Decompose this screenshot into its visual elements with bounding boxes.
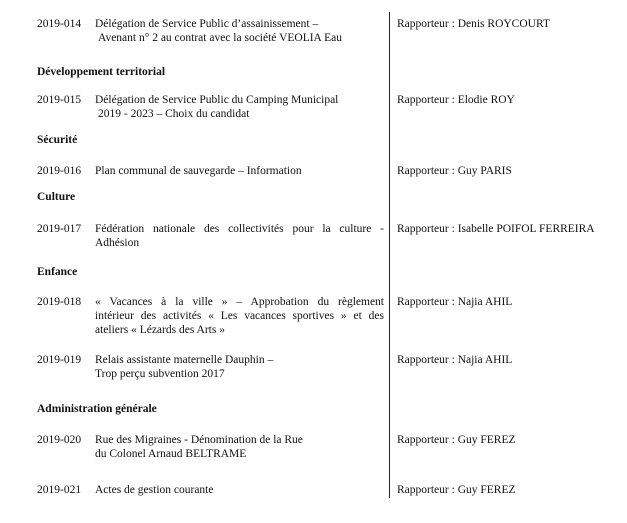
rapporteur-name: Denis ROYCOURT <box>457 18 550 30</box>
item-number: 2019-017 <box>37 223 82 235</box>
item-rapporteur <box>397 222 595 236</box>
item-rapporteur <box>397 17 550 31</box>
item-rapporteur <box>397 93 515 107</box>
agenda-item-2019-014 <box>0 17 627 57</box>
section-heading: Développement territorial <box>37 66 166 78</box>
item-description-line: Délégation de Service Public d’assainissement – <box>95 18 319 30</box>
rapporteur-prefix: Rapporteur : <box>397 296 458 308</box>
rapporteur-name: Elodie ROY <box>457 94 515 106</box>
rapporteur-prefix: Rapporteur : <box>397 94 458 106</box>
item-number: 2019-018 <box>37 296 82 308</box>
item-description-line: Fédération nationale des collectivités pour la culture - <box>95 223 384 235</box>
section-heading: Sécurité <box>37 134 78 146</box>
agenda-item-2019-017 <box>0 222 627 262</box>
item-description-line: Rue des Migraines - Dénomination de la Rue <box>95 434 303 446</box>
item-description-line: du Colonel Arnaud BELTRAME <box>95 448 247 460</box>
item-description <box>95 483 384 497</box>
agenda-item-2019-018 <box>0 295 627 343</box>
item-rapporteur <box>397 433 516 447</box>
item-description-line: Trop perçu subvention 2017 <box>95 368 225 380</box>
item-number: 2019-021 <box>37 484 82 496</box>
item-number: 2019-019 <box>37 354 82 366</box>
rapporteur-name: Guy FEREZ <box>457 484 516 496</box>
item-description <box>95 295 384 337</box>
item-number: 2019-014 <box>37 18 82 30</box>
agenda-item-2019-021 <box>0 483 627 503</box>
item-rapporteur <box>397 483 516 497</box>
item-rapporteur <box>397 353 512 367</box>
item-description-line: Actes de gestion courante <box>95 484 214 496</box>
item-description-line: Relais assistante maternelle Dauphin – <box>95 354 274 366</box>
rapporteur-prefix: Rapporteur : <box>397 18 458 30</box>
rapporteur-prefix: Rapporteur : <box>397 484 458 496</box>
agenda-item-2019-019 <box>0 353 627 393</box>
section-heading: Culture <box>37 191 76 203</box>
item-description <box>95 17 384 45</box>
rapporteur-prefix: Rapporteur : <box>397 165 458 177</box>
item-description <box>95 93 384 121</box>
item-description-line: « Vacances à la ville » – Approbation du règlement <box>95 296 384 308</box>
section-heading: Enfance <box>37 266 78 278</box>
agenda-item-2019-015 <box>0 93 627 133</box>
rapporteur-prefix: Rapporteur : <box>397 223 458 235</box>
section-heading: Administration générale <box>37 403 157 415</box>
rapporteur-prefix: Rapporteur : <box>397 434 458 446</box>
item-number: 2019-020 <box>37 434 82 446</box>
item-number: 2019-016 <box>37 165 82 177</box>
item-description-line: Avenant n° 2 au contrat avec la société VEOLIA Eau <box>98 32 342 44</box>
rapporteur-name: Guy PARIS <box>457 165 512 177</box>
item-number: 2019-015 <box>37 94 82 106</box>
item-description-line: 2019 - 2023 – Choix du candidat <box>98 108 250 120</box>
item-description <box>95 164 384 178</box>
item-description <box>95 222 384 250</box>
item-description-line: Plan communal de sauvegarde – Information <box>95 165 302 177</box>
item-description-line: ateliers « Lézards des Arts » <box>95 324 225 336</box>
item-description-line: Adhésion <box>95 237 140 249</box>
item-description-line: Délégation de Service Public du Camping Municipal <box>95 94 339 106</box>
item-description <box>95 433 384 461</box>
agenda-item-2019-020 <box>0 433 627 473</box>
rapporteur-name: Guy FEREZ <box>457 434 516 446</box>
rapporteur-name: Najia AHIL <box>457 296 513 308</box>
agenda-item-2019-016 <box>0 164 627 204</box>
item-description <box>95 353 384 381</box>
item-description-line: intérieur des activités « Les vacances sportives » et des <box>95 310 384 322</box>
rapporteur-prefix: Rapporteur : <box>397 354 458 366</box>
item-rapporteur <box>397 164 512 178</box>
item-rapporteur <box>397 295 512 309</box>
rapporteur-name: Isabelle POIFOL FERREIRA <box>457 223 595 235</box>
rapporteur-name: Najia AHIL <box>457 354 513 366</box>
